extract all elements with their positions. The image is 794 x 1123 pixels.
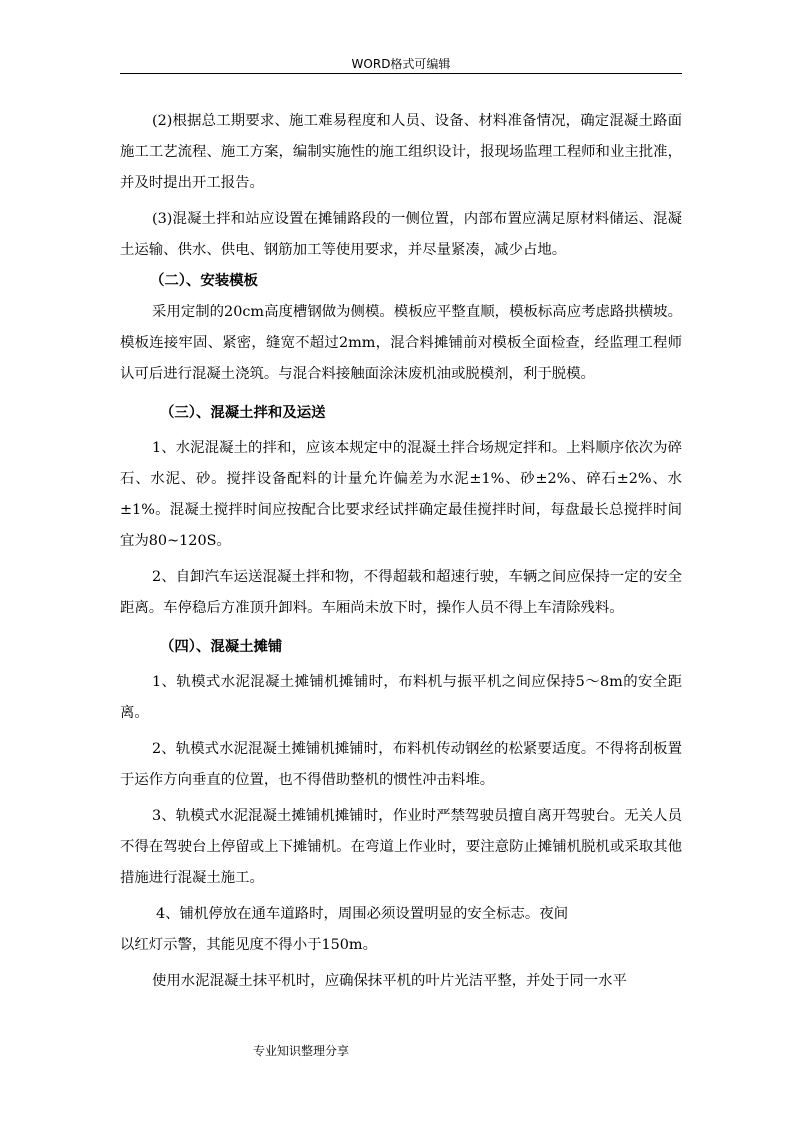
paragraph-8: 2、轨模式水泥混凝土摊铺机摊铺时，布料机传动钢丝的松紧要适度。不得将刮板置于运作方向垂直的位置，也不得借助整机的惯性冲击料堆。 bbox=[120, 741, 682, 788]
section-heading-2: （二）、安装模板 bbox=[150, 273, 258, 289]
page-footer: 专业知识整理分享 bbox=[253, 1044, 350, 1058]
paragraph-9: 3、轨模式水泥混凝土摊铺机摊铺时，作业时严禁驾驶员擅自离开驾驶台。无关人员不得在驾驶台上停留或上下摊铺机。在弯道上作业时，要注意防止摊铺机脱机或采取其他措施进行混凝土施工。 bbox=[120, 808, 682, 886]
paragraph-7: 1、轨模式水泥混凝土摊铺机摊铺时，布料机与振平机之间应保持5～8m的安全距离。 bbox=[120, 674, 682, 721]
paragraph-10-line-2: 以红灯示警，其能见度不得小于150m。 bbox=[120, 937, 377, 953]
paragraph-6: 2、自卸汽车运送混凝土拌和物，不得超载和超速行驶，车辆之间应保持一定的安全距离。车停稳后方准顶升卸料。车厢尚未放下时，操作人员不得上车清除残料。 bbox=[120, 569, 682, 616]
paragraph-10-line-1: 4、铺机停放在通车道路时，周围必须设置明显的安全标志。夜间 bbox=[156, 906, 569, 922]
header-divider bbox=[120, 73, 682, 74]
page-header: WORD格式可编辑 bbox=[351, 57, 451, 71]
section-heading-4: （四）、混凝土摊铺 bbox=[160, 639, 283, 655]
document-body bbox=[120, 106, 682, 997]
section-heading-3: （三）、混凝土拌和及运送 bbox=[160, 405, 326, 421]
paragraph-5: 1、水泥混凝土的拌和，应该本规定中的混凝土拌合场规定拌和。上料顺序依次为碎石、水泥、砂。搅拌设备配料的计量允许偏差为水泥±1%、砂±2%、碎石±2%、水±1%。混凝土搅拌时间应按配合比要求经试拌确定最佳搅拌时间，每盘最长总搅拌时间宜为80~120S。 bbox=[120, 440, 682, 549]
paragraph-4: 采用定制的20cm高度槽钢做为侧模。模板应平整直顺，模板标高应考虑路拱横坡。模板连接牢固、紧密，缝宽不超过2mm，混合料摊铺前对模板全面检查，经监理工程师认可后进行混凝土浇筑。与混合料接触面涂沫废机油或脱模剂，利于脱模。 bbox=[120, 304, 682, 382]
paragraph-3: (3)混凝土拌和站应设置在摊铺路段的一侧位置，内部布置应满足原材料储运、混凝土运输、供水、供电、钢筋加工等使用要求，并尽量紧凑，减少占地。 bbox=[120, 211, 682, 258]
paragraph-2: (2)根据总工期要求、施工难易程度和人员、设备、材料准备情况，确定混凝土路面施工工艺流程、施工方案，编制实施性的施工组织设计，报现场监理工程师和业主批准，并及时提出开工报告。 bbox=[120, 113, 682, 191]
paragraph-11: 使用水泥混凝土抹平机时，应确保抹平机的叶片光洁平整，并处于同一水平 bbox=[152, 973, 627, 989]
